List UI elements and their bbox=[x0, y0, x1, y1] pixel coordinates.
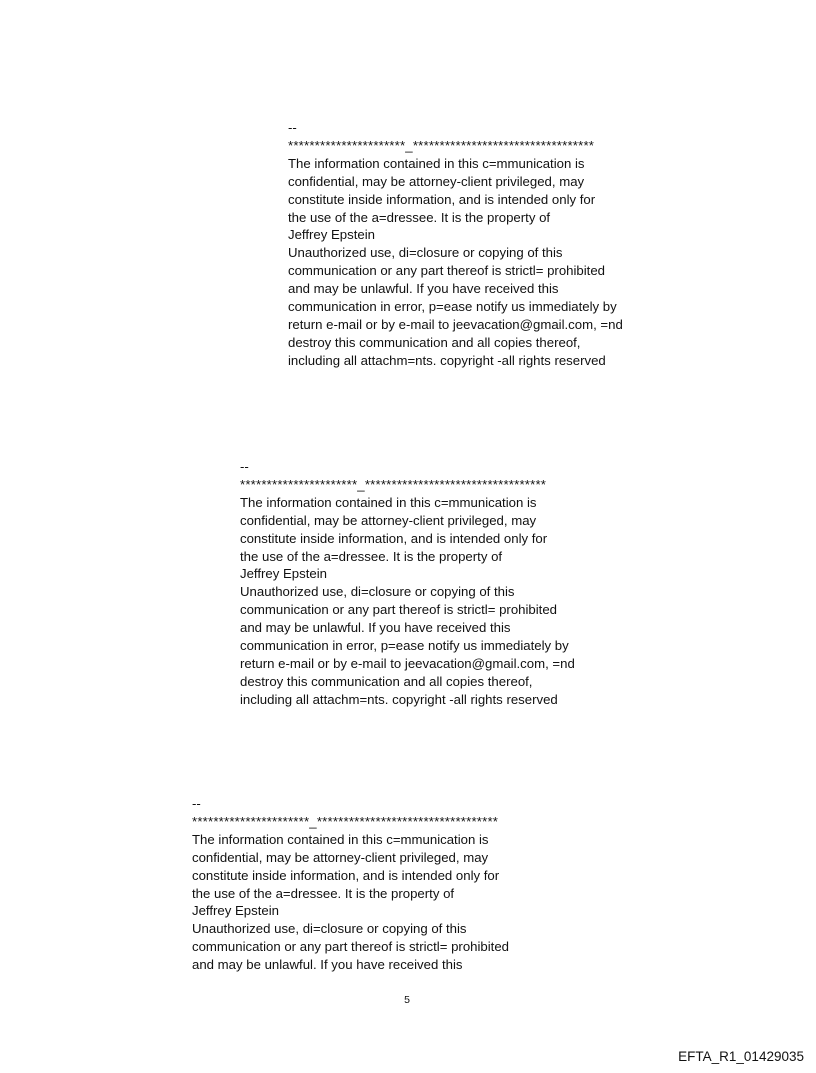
notice-line: return e-mail or by e-mail to jeevacation@gmail.com, =nd bbox=[288, 316, 623, 332]
notice-line: communication or any part thereof is strictl= prohibited bbox=[288, 263, 606, 279]
notice-line: including all attachm=nts. copyright -all rights reserved bbox=[240, 691, 558, 707]
notice-line: and may be unlawful. If you have received this bbox=[288, 281, 559, 297]
separator-asterisks: **********************_********************************** bbox=[288, 137, 595, 153]
confidentiality-notice-block bbox=[192, 795, 652, 974]
notice-line: Jeffrey Epstein bbox=[288, 227, 375, 243]
notice-line: Unauthorized use, di=closure or copying of this bbox=[240, 584, 515, 600]
bates-number: EFTA_R1_01429035 bbox=[678, 1049, 804, 1064]
page-number: 5 bbox=[404, 994, 410, 1006]
notice-line: Jeffrey Epstein bbox=[240, 566, 327, 582]
notice-line: constitute inside information, and is intended only for bbox=[288, 191, 596, 207]
notice-line: communication or any part thereof is strictl= prohibited bbox=[240, 602, 558, 618]
notice-line: The information contained in this c=mmunication is bbox=[192, 831, 489, 847]
confidentiality-notice-block bbox=[288, 119, 748, 370]
confidentiality-notice-block bbox=[240, 458, 700, 709]
separator-asterisks: **********************_********************************** bbox=[240, 476, 547, 492]
notice-line: destroy this communication and all copies thereof, bbox=[240, 673, 533, 689]
notice-line: communication or any part thereof is strictl= prohibited bbox=[192, 939, 510, 955]
notice-line: communication in error, p=ease notify us immediately by bbox=[240, 638, 569, 654]
notice-line: confidential, may be attorney-client privileged, may bbox=[288, 173, 585, 189]
notice-line: Jeffrey Epstein bbox=[192, 903, 279, 919]
separator-asterisks: **********************_********************************** bbox=[192, 813, 499, 829]
notice-line: Unauthorized use, di=closure or copying of this bbox=[288, 245, 563, 261]
notice-line: the use of the a=dressee. It is the property of bbox=[240, 548, 503, 564]
notice-line: and may be unlawful. If you have received this bbox=[240, 620, 511, 636]
separator-dashes: -- bbox=[192, 796, 201, 811]
notice-line: destroy this communication and all copies thereof, bbox=[288, 334, 581, 350]
notice-line: the use of the a=dressee. It is the property of bbox=[192, 885, 455, 901]
separator-dashes: -- bbox=[240, 459, 249, 474]
notice-line: constitute inside information, and is intended only for bbox=[240, 530, 548, 546]
notice-line: constitute inside information, and is intended only for bbox=[192, 867, 500, 883]
notice-line: including all attachm=nts. copyright -all rights reserved bbox=[288, 352, 606, 368]
notice-line: communication in error, p=ease notify us immediately by bbox=[288, 299, 617, 315]
notice-line: and may be unlawful. If you have received this bbox=[192, 957, 463, 973]
notice-line: return e-mail or by e-mail to jeevacation@gmail.com, =nd bbox=[240, 655, 575, 671]
separator-dashes: -- bbox=[288, 120, 297, 135]
notice-line: The information contained in this c=mmunication is bbox=[240, 494, 537, 510]
notice-line: confidential, may be attorney-client privileged, may bbox=[240, 512, 537, 528]
notice-line: The information contained in this c=mmunication is bbox=[288, 155, 585, 171]
notice-line: the use of the a=dressee. It is the property of bbox=[288, 209, 551, 225]
notice-line: confidential, may be attorney-client privileged, may bbox=[192, 849, 489, 865]
notice-line: Unauthorized use, di=closure or copying of this bbox=[192, 921, 467, 937]
